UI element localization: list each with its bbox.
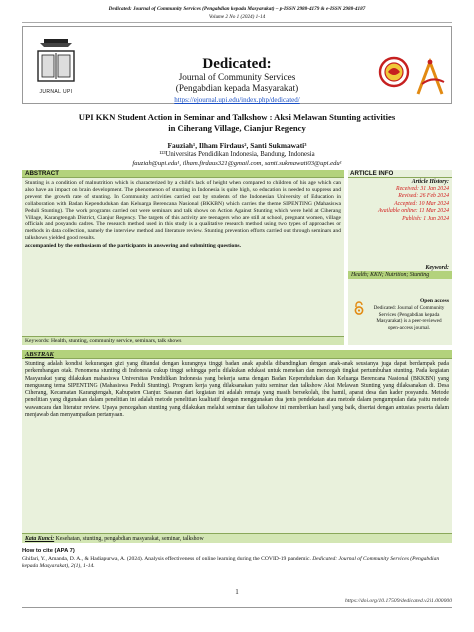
abstract-keywords: Keywords: Health, stunting, community service, seminars, talk shows: [22, 336, 344, 345]
journal-header-line: Dedicated: Journal of Community Services (Pengabdian kepada Masyarakat) – p-ISSN 2988-4179 & e-ISSN 2988-4187: [108, 6, 366, 12]
logo-caption: JURNAL UPI: [39, 89, 73, 95]
accepted-date: Accepted: 10 Mar 2024: [394, 200, 449, 207]
publish-date: Publish: 1 Jun 2024: [402, 215, 449, 222]
affiliation: ¹²³Universitas Pendidikan Indonesia, Bandung, Indonesia: [159, 151, 315, 158]
available-date: Available online: 11 Mar 2024: [377, 208, 449, 215]
citation-text: [22, 556, 452, 570]
abstract-panel: [22, 170, 344, 345]
kata-kunci-values: Kesehatan, stunting, pengabdian masyarakat, seminar, talkshow: [54, 536, 204, 542]
header-rule: [22, 22, 452, 23]
open-access-block: [348, 298, 452, 331]
page-number: 1: [235, 588, 239, 596]
abstract-bold-text: accompanied by the enthusiasm of the participants in answering and submitting questions.: [25, 243, 242, 250]
info-keyword-values: Health; KKN; Nutrition; Stunting: [348, 271, 452, 279]
journal-url-link[interactable]: https://ejournal.upi.edu/index.php/dedicated/: [174, 96, 300, 104]
revised-date: Revised: 26 Feb 2024: [398, 193, 449, 200]
open-access-text: Dedicated: Journal of Community Services (Pengabdian kepada Masyarakat) is a peer-reviewed open-access journal.: [373, 305, 445, 331]
footer-rule: [22, 607, 452, 608]
article-title-line-1: UPI KKN Student Action in Seminar and Talkshow : Aksi Melawan Stunting activities: [78, 112, 396, 122]
journal-subtitle: Journal of Community Services: [178, 72, 296, 82]
abstract-body: [22, 178, 344, 252]
journal-title: Dedicated:: [202, 56, 272, 72]
info-keyword-heading: Keyword:: [425, 265, 449, 272]
journal-subtitle-2: (Pengabdian kepada Masyarakat): [175, 83, 299, 93]
abstrak-panel: [22, 350, 452, 543]
abstract-text: Stunting is a condition of malnutrition which is characterized by a child's lack of height when compared to children of his age which can also have an impact on brain development. The phenomenon of stunting in Indonesia is quite high, so education is needed to suppress and prevent the growth rate of stunting. In Community activities carried out by students of the Indonesian University of Education in collaboration with Badan Kependudukan dan Keluarga Berencana Nasional (BKKBN) which carries the theme SIPENTING (Mahasiswa Peduli Stunting). The work programs carried out were seminars and talk shows on Action Against Stunting which were held at Ciherang Village, Karangtengah District, Cianjur Regency. The targets of this activity are teenagers who are still at school, pregnant women, village officials and posyandu cadres. The research method used in this study is a qualitative research method using two types of approaches or methods in data collection, namely the interview method and literature review. Stunting prevention efforts carried out through seminars and talkshows yielded good results.: [25, 180, 341, 242]
citation-journal: Dedicated: Journal of Community Services (Pengabdian kepada Masyarakat), 2(1), 1-14.: [22, 556, 440, 569]
authors: Fauziah¹, Ilham Firdaus², Santi Sukmawati³: [167, 141, 307, 150]
open-access-lock-icon: [352, 301, 366, 315]
upi-university-logo-icon: [378, 56, 410, 88]
article-title: [22, 112, 452, 134]
citation-plain: Ghifari, Y., Amanda, D. A., & Hadiapurwa, A. (2024). Analysis effectiveness of online learning during the COVID-19 pandemic.: [22, 556, 313, 562]
kata-kunci: [22, 533, 452, 543]
received-date: Received: 31 Jan 2024: [396, 186, 449, 192]
article-info-heading: ARTICLE INFO: [348, 170, 452, 178]
abstract-heading: ABSTRACT: [22, 170, 344, 178]
abstrak-body: Stunting adalah kondisi kekurangan gizi yang ditandai dengan kurangnya tinggi badan anak apabila dibandingkan dengan anak-anak seusianya juga dapat berdampak pada perkembangan otak. Fenomena stunting di Indonesia cukup tinggi sehingga perlu dilakukan edukasi untuk menekan dan mencegah tingkat pertumbuhan stunting. Pada kegiatan Masyarakat yang dilakukan mahasiswa Universitas Pendidikan Indonesia yang bekerja sama dengan Badan Kependudukan dan Keluarga Berencana Nasional (BKKBN) yang mengusung tema SIPENTING (Mahasiswa Peduli Stunting). Program kerja yang dilaksanakan yaitu seminar dan talkshow Aksi Melawan Stunting yang dilaksanakan di. Desa Ciherang, Kecamatan Karangtengah, Kabupaten Cianjur. Sasaran dari kegiatan ini adalah remaja yang masih bersekolah, ibu hamil, aparat desa dan kader posyandu. Metode penelitian yang digunakan dalam penelitian ini adalah metode penelitian kualitatif dengan menggunakan dua jenis pendekatan atau metode dalam pengumpulan data yaitu metode wawancara dan literatur review. Upaya pencegahan stunting yang dilakukan melalui seminar dan talkshow ini memberikan hasil yang baik, disertai dengan antusias peserta dalam menjawab dan menyampaikan pertanyaan.: [25, 361, 449, 419]
open-access-heading: Open access: [419, 298, 449, 304]
kata-kunci-label: Kata Kunci:: [25, 536, 55, 542]
author-emails: fauziah@upi.edu¹, ilham.firdaus321@gmail.com, santi.sukmawati03@upi.edu¹: [132, 160, 342, 167]
abstrak-heading: ABSTRAK: [22, 350, 452, 359]
dedicated-a-logo-icon: [412, 58, 448, 100]
history-label: Article History:: [411, 179, 449, 185]
citation-heading: How to cite (APA 7): [22, 548, 75, 554]
volume-line: Volume 2 No 1 (2024) 1-14: [208, 14, 266, 20]
article-title-line-2: in Ciherang Village, Cianjur Regency: [168, 123, 306, 133]
article-info-panel: [348, 170, 452, 345]
doi-link[interactable]: https://doi.org/10.17509/dedicated.v2i1.000000: [345, 598, 452, 604]
